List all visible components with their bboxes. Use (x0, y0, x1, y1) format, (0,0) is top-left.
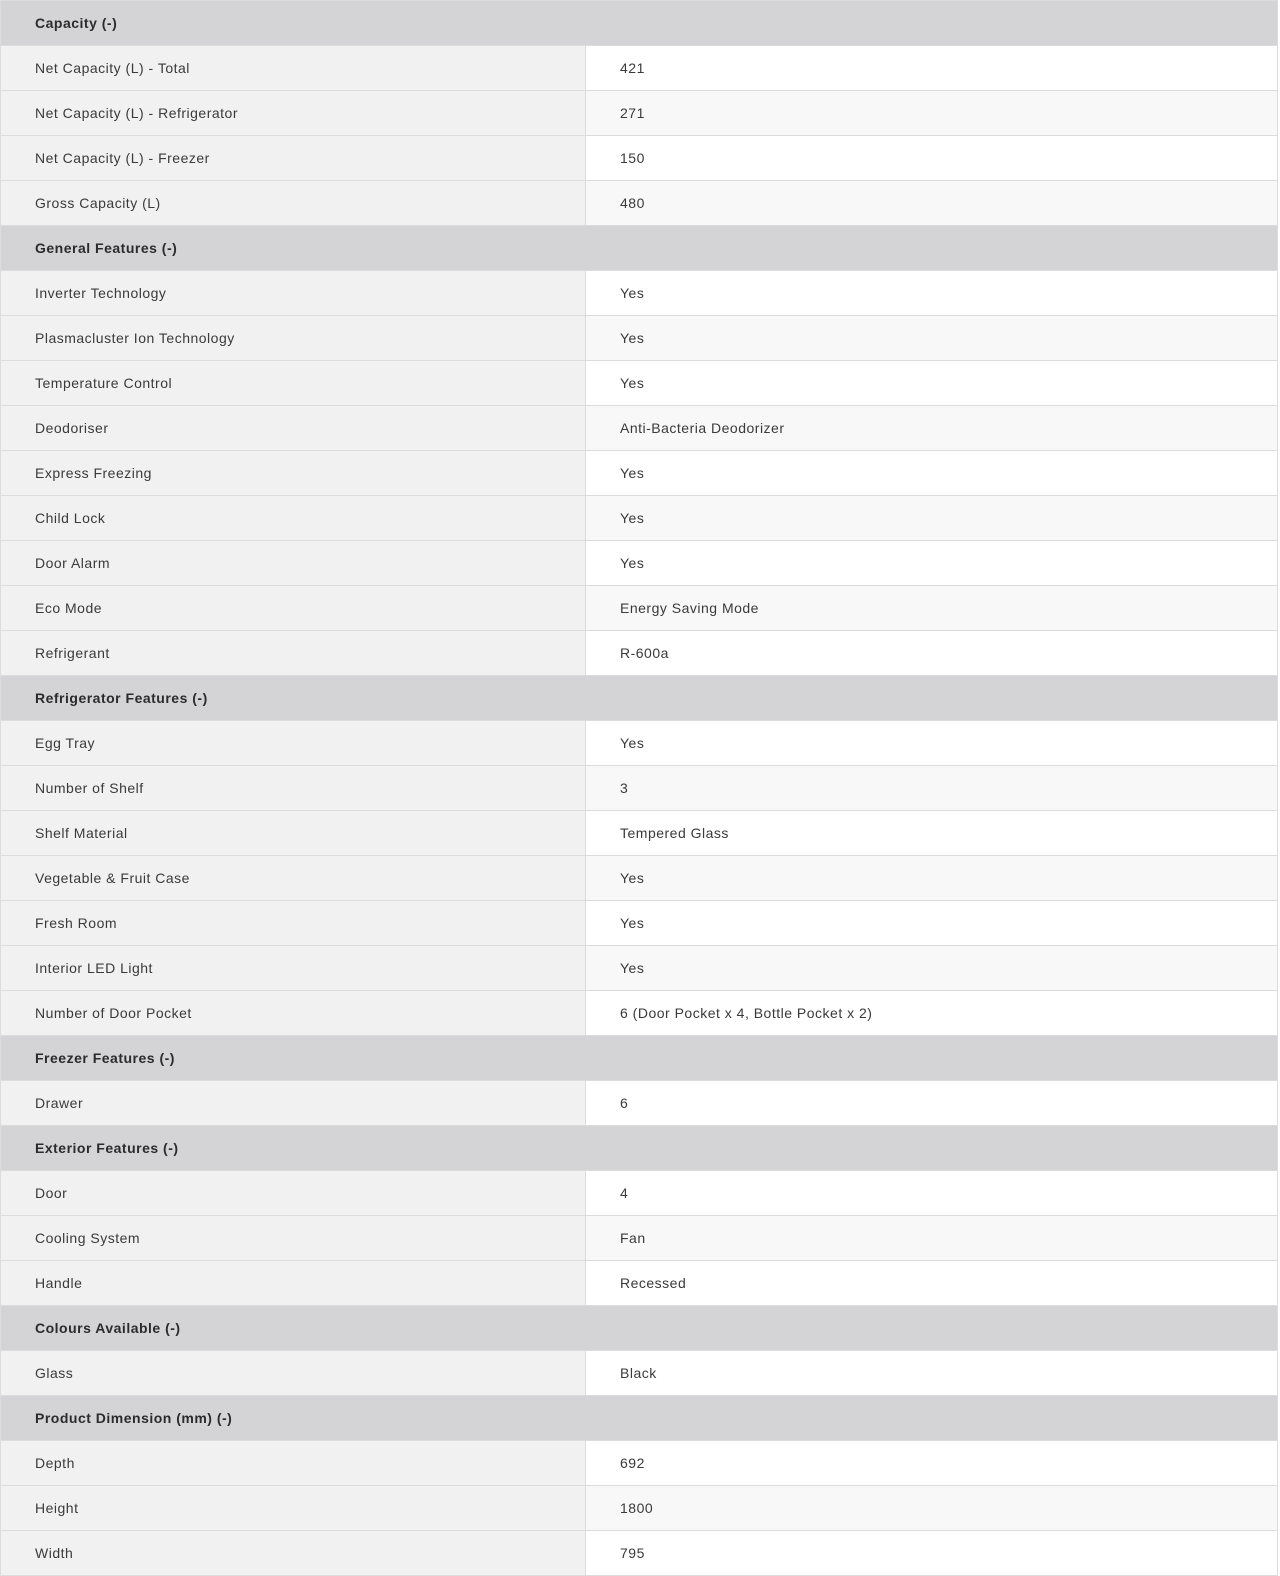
section-title[interactable]: Colours Available (-) (35, 1320, 181, 1336)
spec-value: 6 (Door Pocket x 4, Bottle Pocket x 2) (586, 991, 1277, 1035)
spec-label: Door (1, 1171, 586, 1215)
spec-row (1, 541, 1277, 586)
spec-value: Energy Saving Mode (586, 586, 1277, 630)
spec-row (1, 136, 1277, 181)
section-title[interactable]: Freezer Features (-) (35, 1050, 175, 1066)
section-header-row[interactable] (1, 1, 1277, 46)
spec-value: Yes (586, 361, 1277, 405)
spec-label: Temperature Control (1, 361, 586, 405)
spec-label: Vegetable & Fruit Case (1, 856, 586, 900)
section-header-row[interactable] (1, 1306, 1277, 1351)
spec-row (1, 1486, 1277, 1531)
spec-label: Plasmacluster Ion Technology (1, 316, 586, 360)
spec-value: Yes (586, 856, 1277, 900)
spec-value: 271 (586, 91, 1277, 135)
spec-row (1, 361, 1277, 406)
spec-label: Door Alarm (1, 541, 586, 585)
section-title[interactable]: Refrigerator Features (-) (35, 690, 208, 706)
spec-label: Net Capacity (L) - Total (1, 46, 586, 90)
spec-value: Tempered Glass (586, 811, 1277, 855)
spec-row (1, 181, 1277, 226)
spec-row (1, 451, 1277, 496)
spec-label: Shelf Material (1, 811, 586, 855)
spec-row (1, 586, 1277, 631)
section-header-row[interactable] (1, 1396, 1277, 1441)
section-header-row[interactable] (1, 226, 1277, 271)
spec-label: Interior LED Light (1, 946, 586, 990)
spec-label: Width (1, 1531, 586, 1575)
section-header-row[interactable] (1, 1126, 1277, 1171)
spec-row (1, 631, 1277, 676)
spec-row (1, 991, 1277, 1036)
spec-value: 480 (586, 181, 1277, 225)
section-header-row[interactable] (1, 1036, 1277, 1081)
spec-row (1, 46, 1277, 91)
spec-value: 1800 (586, 1486, 1277, 1530)
spec-value: Yes (586, 451, 1277, 495)
spec-row (1, 1261, 1277, 1306)
section-header-row[interactable] (1, 676, 1277, 721)
spec-row (1, 1171, 1277, 1216)
section-title[interactable]: Product Dimension (mm) (-) (35, 1410, 233, 1426)
section-title[interactable]: General Features (-) (35, 240, 178, 256)
spec-label: Fresh Room (1, 901, 586, 945)
spec-row (1, 1081, 1277, 1126)
spec-label: Net Capacity (L) - Freezer (1, 136, 586, 180)
spec-row (1, 1216, 1277, 1261)
spec-value: Yes (586, 946, 1277, 990)
spec-value: Yes (586, 901, 1277, 945)
spec-row (1, 406, 1277, 451)
spec-row (1, 766, 1277, 811)
spec-label: Inverter Technology (1, 271, 586, 315)
spec-value: Fan (586, 1216, 1277, 1260)
spec-row (1, 721, 1277, 766)
spec-value: Yes (586, 271, 1277, 315)
spec-row (1, 496, 1277, 541)
spec-label: Height (1, 1486, 586, 1530)
spec-value: 3 (586, 766, 1277, 810)
spec-label: Number of Shelf (1, 766, 586, 810)
spec-value: 421 (586, 46, 1277, 90)
spec-row (1, 271, 1277, 316)
spec-value: 4 (586, 1171, 1277, 1215)
spec-row (1, 91, 1277, 136)
spec-label: Drawer (1, 1081, 586, 1125)
spec-row (1, 1441, 1277, 1486)
spec-label: Net Capacity (L) - Refrigerator (1, 91, 586, 135)
spec-row (1, 901, 1277, 946)
spec-value: R-600a (586, 631, 1277, 675)
spec-value: Yes (586, 721, 1277, 765)
spec-row (1, 1351, 1277, 1396)
spec-row (1, 1531, 1277, 1576)
spec-label: Deodoriser (1, 406, 586, 450)
spec-label: Number of Door Pocket (1, 991, 586, 1035)
spec-label: Gross Capacity (L) (1, 181, 586, 225)
spec-value: 692 (586, 1441, 1277, 1485)
spec-label: Glass (1, 1351, 586, 1395)
spec-label: Cooling System (1, 1216, 586, 1260)
section-title[interactable]: Exterior Features (-) (35, 1140, 179, 1156)
spec-row (1, 946, 1277, 991)
spec-label: Child Lock (1, 496, 586, 540)
spec-value: 795 (586, 1531, 1277, 1575)
spec-value: 6 (586, 1081, 1277, 1125)
section-title[interactable]: Capacity (-) (35, 15, 118, 31)
spec-value: Black (586, 1351, 1277, 1395)
spec-value: Yes (586, 541, 1277, 585)
spec-row (1, 856, 1277, 901)
spec-value: Anti-Bacteria Deodorizer (586, 406, 1277, 450)
spec-label: Egg Tray (1, 721, 586, 765)
spec-row (1, 811, 1277, 856)
spec-value: Yes (586, 316, 1277, 360)
spec-label: Eco Mode (1, 586, 586, 630)
spec-label: Depth (1, 1441, 586, 1485)
spec-value: Recessed (586, 1261, 1277, 1305)
spec-label: Refrigerant (1, 631, 586, 675)
spec-value: Yes (586, 496, 1277, 540)
spec-value: 150 (586, 136, 1277, 180)
spec-label: Express Freezing (1, 451, 586, 495)
spec-label: Handle (1, 1261, 586, 1305)
spec-row (1, 316, 1277, 361)
